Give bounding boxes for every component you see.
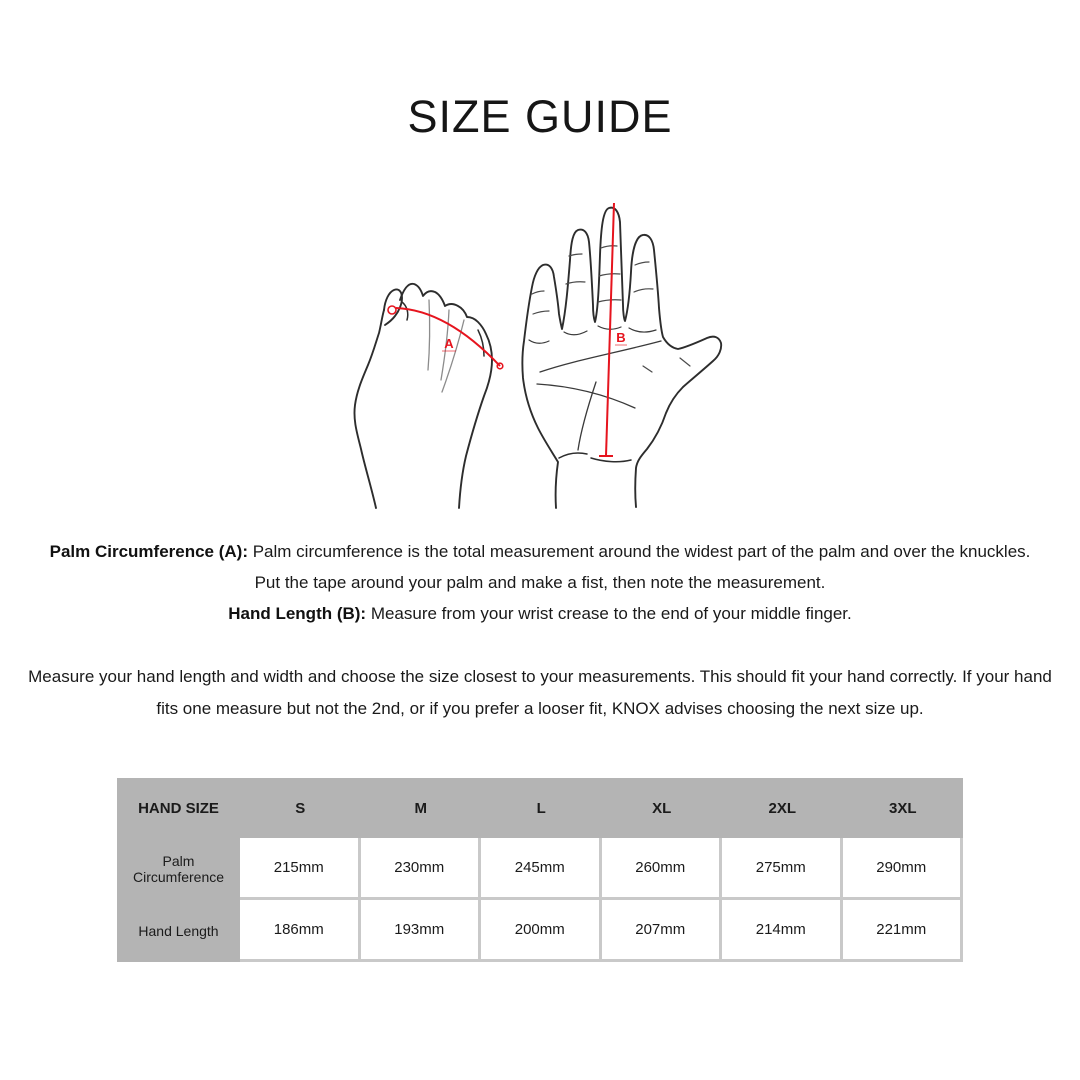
fist-illustration	[354, 284, 492, 508]
hand-length-line	[0, 598, 1080, 629]
fit-advice-line1: Measure your hand length and width and choose the size closest to your measurements. This should fit your hand correctly. If your hand	[28, 667, 1052, 686]
hand-length-m: 193mm	[361, 900, 482, 962]
hand-length-2xl: 214mm	[722, 900, 843, 962]
palm-circumference-3xl: 290mm	[843, 838, 964, 900]
palm-circumference-l: 245mm	[481, 838, 602, 900]
palm-circumference-label: Palm Circumference (A):	[49, 542, 248, 561]
size-table-header-m: M	[414, 799, 427, 817]
hand-length-s: 186mm	[240, 900, 361, 962]
row-label-hand-length: Hand Length	[138, 923, 219, 939]
hand-measurement-diagram	[330, 190, 750, 510]
palm-circumference-2xl: 275mm	[722, 838, 843, 900]
hand-length-desc: Measure from your wrist crease to the end of your middle finger.	[366, 604, 852, 623]
hand-length-xl: 207mm	[602, 900, 723, 962]
size-table-header-hand-size: HAND SIZE	[138, 799, 219, 817]
size-table-header-3xl: 3XL	[888, 799, 917, 817]
fit-advice	[0, 661, 1080, 725]
palm-circumference-xl: 260mm	[602, 838, 723, 900]
size-table-header-s: S	[295, 799, 306, 817]
palm-circumference-desc: Palm circumference is the total measurement around the widest part of the palm and over the knuckles.	[248, 542, 1031, 561]
palm-circumference-m: 230mm	[361, 838, 482, 900]
fit-advice-line2: fits one measure but not the 2nd, or if you prefer a looser fit, KNOX advises choosing the next size up.	[156, 699, 924, 718]
size-table	[117, 778, 963, 962]
row-label-palm-circumference: Palm Circumference	[132, 853, 225, 885]
palm-circumference-s: 215mm	[240, 838, 361, 900]
palm-illustration	[522, 208, 721, 508]
size-table-header-l: L	[536, 799, 546, 817]
hand-length-3xl: 221mm	[843, 900, 964, 962]
hand-length-l: 200mm	[481, 900, 602, 962]
measurement-line-a	[388, 306, 503, 369]
label-b: B	[616, 330, 626, 345]
palm-circumference-line	[0, 536, 1080, 567]
size-table-header-xl: XL	[652, 799, 672, 817]
label-a: A	[444, 336, 454, 351]
page-title: SIZE GUIDE	[407, 91, 673, 142]
hand-length-label: Hand Length (B):	[228, 604, 367, 623]
size-table-header-2xl: 2XL	[768, 799, 796, 817]
measurement-instructions	[0, 536, 1080, 629]
palm-circumference-line2: Put the tape around your palm and make a fist, then note the measurement.	[254, 573, 826, 592]
